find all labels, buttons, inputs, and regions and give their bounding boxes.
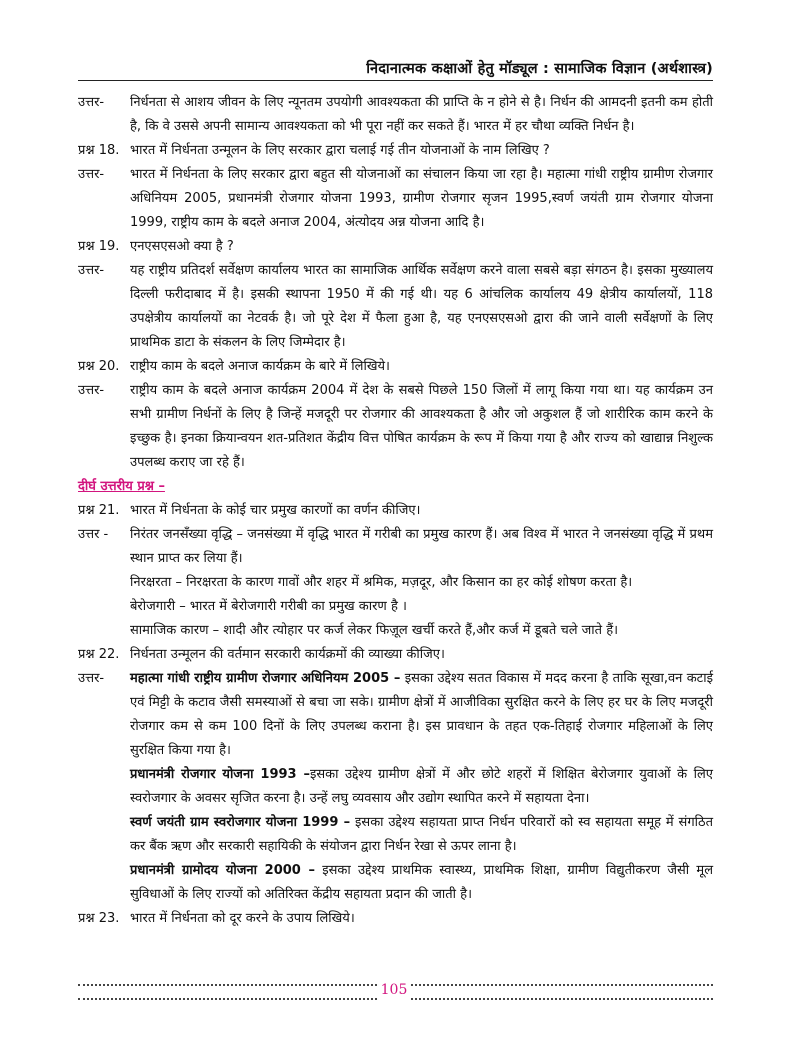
- answer-18: [78, 163, 713, 235]
- page-header-title: निदानात्मक कक्षाओं हेतु मॉड्यूल : सामाजिक विज्ञान (अर्थशास्त्र): [366, 61, 713, 77]
- question-18: [78, 139, 713, 163]
- scheme-name: महात्मा गांधी राष्ट्रीय ग्रामीण रोजगार अधिनियम 2005 –: [130, 671, 401, 686]
- question-23: [78, 907, 713, 931]
- answer-label: उत्तर-: [78, 167, 105, 182]
- question-label: प्रश्न 21.: [78, 503, 120, 518]
- answer-point: निरक्षरता – निरक्षरता के कारण गावों और शहर में श्रमिक, मज़दूर, और किसान का हर कोई शोषण करता है।: [130, 575, 633, 590]
- answer-label: उत्तर-: [78, 383, 105, 398]
- scheme-paragraph: [130, 667, 713, 763]
- scheme-description: इसका उद्देश्य प्राथमिक स्वास्थ्य, प्राथमिक शिक्षा, ग्रामीण विद्युतीकरण जैसी मूल सुविधाओं के लिए राज्यों को अतिरिक्त केंद्रीय सहायता प्रदान की जाती है।: [130, 863, 714, 902]
- page-number: 105: [378, 979, 410, 1001]
- scheme-description: इसका उद्देश्य सहायता प्राप्त निर्धन परिवारों को स्व सहायता समूह में संगठित कर बैंक ऋण और सरकारी सहायिकी के संयोजन द्वारा निर्धन रेखा से ऊपर लाना है।: [130, 815, 713, 854]
- answer-text: भारत में निर्धनता के लिए सरकार द्वारा बहुत सी योजनाओं का संचालन किया जा रहा है। महात्मा गांधी राष्ट्रीय ग्रामीण रोजगार अधिनियम 2005, प्रधानमंत्री रोजगार योजना 1993, ग्रामीण रोजगार सृजन 1995,स्वर्ण जयंती ग्राम रोजगार योजना 1999, राष्ट्रीय काम के बदले अनाज 2004, अंत्योदय अन्न योजना आदि है।: [130, 167, 713, 230]
- answer-label: उत्तर -: [78, 527, 109, 542]
- scheme-paragraph: [78, 763, 713, 811]
- question-label: प्रश्न 23.: [78, 911, 120, 926]
- answer-point: बेरोजगारी – भारत में बेरोजगारी गरीबी का प्रमुख कारण है ।: [130, 599, 407, 614]
- scheme-name: प्रधानमंत्री रोजगार योजना 1993 –: [130, 767, 310, 782]
- section-heading: दीर्घ उत्तरीय प्रश्न –: [78, 479, 165, 494]
- answer-22: [78, 667, 713, 763]
- answer-label: उत्तर-: [78, 263, 105, 278]
- answer-19: [78, 259, 713, 355]
- question-text: भारत में निर्धनता उन्मूलन के लिए सरकार द्वारा चलाई गई तीन योजनाओं के नाम लिखिए ?: [130, 143, 550, 158]
- page-content: [78, 91, 713, 931]
- question-21: [78, 499, 713, 523]
- question-label: प्रश्न 20.: [78, 359, 120, 374]
- question-text: राष्ट्रीय काम के बदले अनाज कार्यक्रम के बारे में लिखिये।: [130, 359, 390, 374]
- question-text: निर्धनता उन्मूलन की वर्तमान सरकारी कार्यक्रमों की व्याख्या कीजिए।: [130, 647, 445, 662]
- question-text: एनएसएसओ क्या है ?: [130, 239, 234, 254]
- scheme-description: इसका उद्देश्य सतत विकास में मदद करना है ताकि सूखा,वन कटाई एवं मिट्टी के कटाव जैसी समस्याओं से बचा जा सके। ग्रामीण क्षेत्रों में आजीविका सुरक्षित करने के लिए हर घर के लिए मजदूरी रोजगार कम से कम 100 दिनों के लिए उपलब्ध कराना है। इस प्रावधान के तहत एक-तिहाई रोजगार महिलाओं के लिए सुरक्षित किया गया है।: [130, 671, 713, 758]
- scheme-name: प्रधानमंत्री ग्रामोदय योजना 2000 –: [130, 863, 315, 878]
- question-label: प्रश्न 18.: [78, 143, 120, 158]
- answer-label: उत्तर-: [78, 95, 105, 110]
- question-label: प्रश्न 19.: [78, 239, 120, 254]
- answer-text: यह राष्ट्रीय प्रतिदर्श सर्वेक्षण कार्यालय भारत का सामाजिक आर्थिक सर्वेक्षण करने वाला सबसे बड़ा संगठन है। इसका मुख्यालय दिल्ली फरीदाबाद में है। इसकी स्थापना 1950 में की गई थी। यह 6 आंचलिक कार्यालय 49 क्षेत्रीय कार्यालयों, 118 उपक्षेत्रीय कार्यालयों का नेटवर्क है। जो पूरे देश में फैला हुआ है, यह एनएसएसओ द्वारा की जाने वाली सर्वेक्षणों के लिए प्राथमिक डाटा के संकलन के लिए जिम्मेदार है।: [130, 263, 713, 350]
- question-19: [78, 235, 713, 259]
- question-text: भारत में निर्धनता को दूर करने के उपाय लिखिये।: [130, 911, 355, 926]
- answer-point: निरंतर जनसँख्या वृद्धि – जनसंख्या में वृद्धि भारत में गरीबी का प्रमुख कारण हैं। अब विश्व में भारत ने जनसंख्या वृद्धि में प्रथम स्थान प्राप्त कर लिया हैं।: [130, 527, 713, 566]
- answer-text: निर्धनता से आशय जीवन के लिए न्यूनतम उपयोगी आवश्यकता की प्राप्ति के न होने से है। निर्धन की आमदनी इतनी कम होती है, कि वे उससे अपनी सामान्य आवश्यकता को भी पूरा नहीं कर सकते हैं। भारत में हर चौथा व्यक्ति निर्धन है।: [130, 95, 713, 134]
- scheme-description: इसका उद्देश्य ग्रामीण क्षेत्रों में और छोटे शहरों में शिक्षित बेरोजगार युवाओं के लिए स्वरोजगार के अवसर सृजित करना है। उन्हें लघु व्यवसाय और उद्योग स्थापित करने में सहायता देना।: [130, 767, 713, 806]
- scheme-paragraph: [78, 859, 713, 907]
- question-text: भारत में निर्धनता के कोई चार प्रमुख कारणों का वर्णन कीजिए।: [130, 503, 421, 518]
- scheme-paragraph: [78, 811, 713, 859]
- header-rule: [78, 80, 713, 81]
- answer-point: सामाजिक कारण – शादी और त्योहार पर कर्ज लेकर फिज़ूल खर्ची करते हैं,और कर्ज में डूबते चले जाते हैं।: [130, 623, 619, 638]
- scheme-name: स्वर्ण जयंती ग्राम स्वरोजगार योजना 1999 –: [130, 815, 351, 830]
- question-22: [78, 643, 713, 667]
- answer-label: उत्तर-: [78, 671, 105, 686]
- answer-20: [78, 379, 713, 475]
- question-label: प्रश्न 22.: [78, 647, 120, 662]
- answer-text: राष्ट्रीय काम के बदले अनाज कार्यक्रम 2004 में देश के सबसे पिछले 150 जिलों में लागू किया गया था। यह कार्यक्रम उन सभी ग्रामीण निर्धनों के लिए है जिन्हें मजदूरी पर रोजगार की आवश्यकता है और जो अकुशल हैं जो शारीरिक काम करने के इच्छुक है। इनका क्रियान्वयन शत-प्रतिशत केंद्रीय वित्त पोषित कार्यक्रम के रूप में किया गया है और राज्य को खाद्यान्न निशुल्क उपलब्ध कराए जा रहे हैं।: [130, 383, 713, 470]
- answer-17: [78, 91, 713, 139]
- question-20: [78, 355, 713, 379]
- answer-21: [78, 523, 713, 571]
